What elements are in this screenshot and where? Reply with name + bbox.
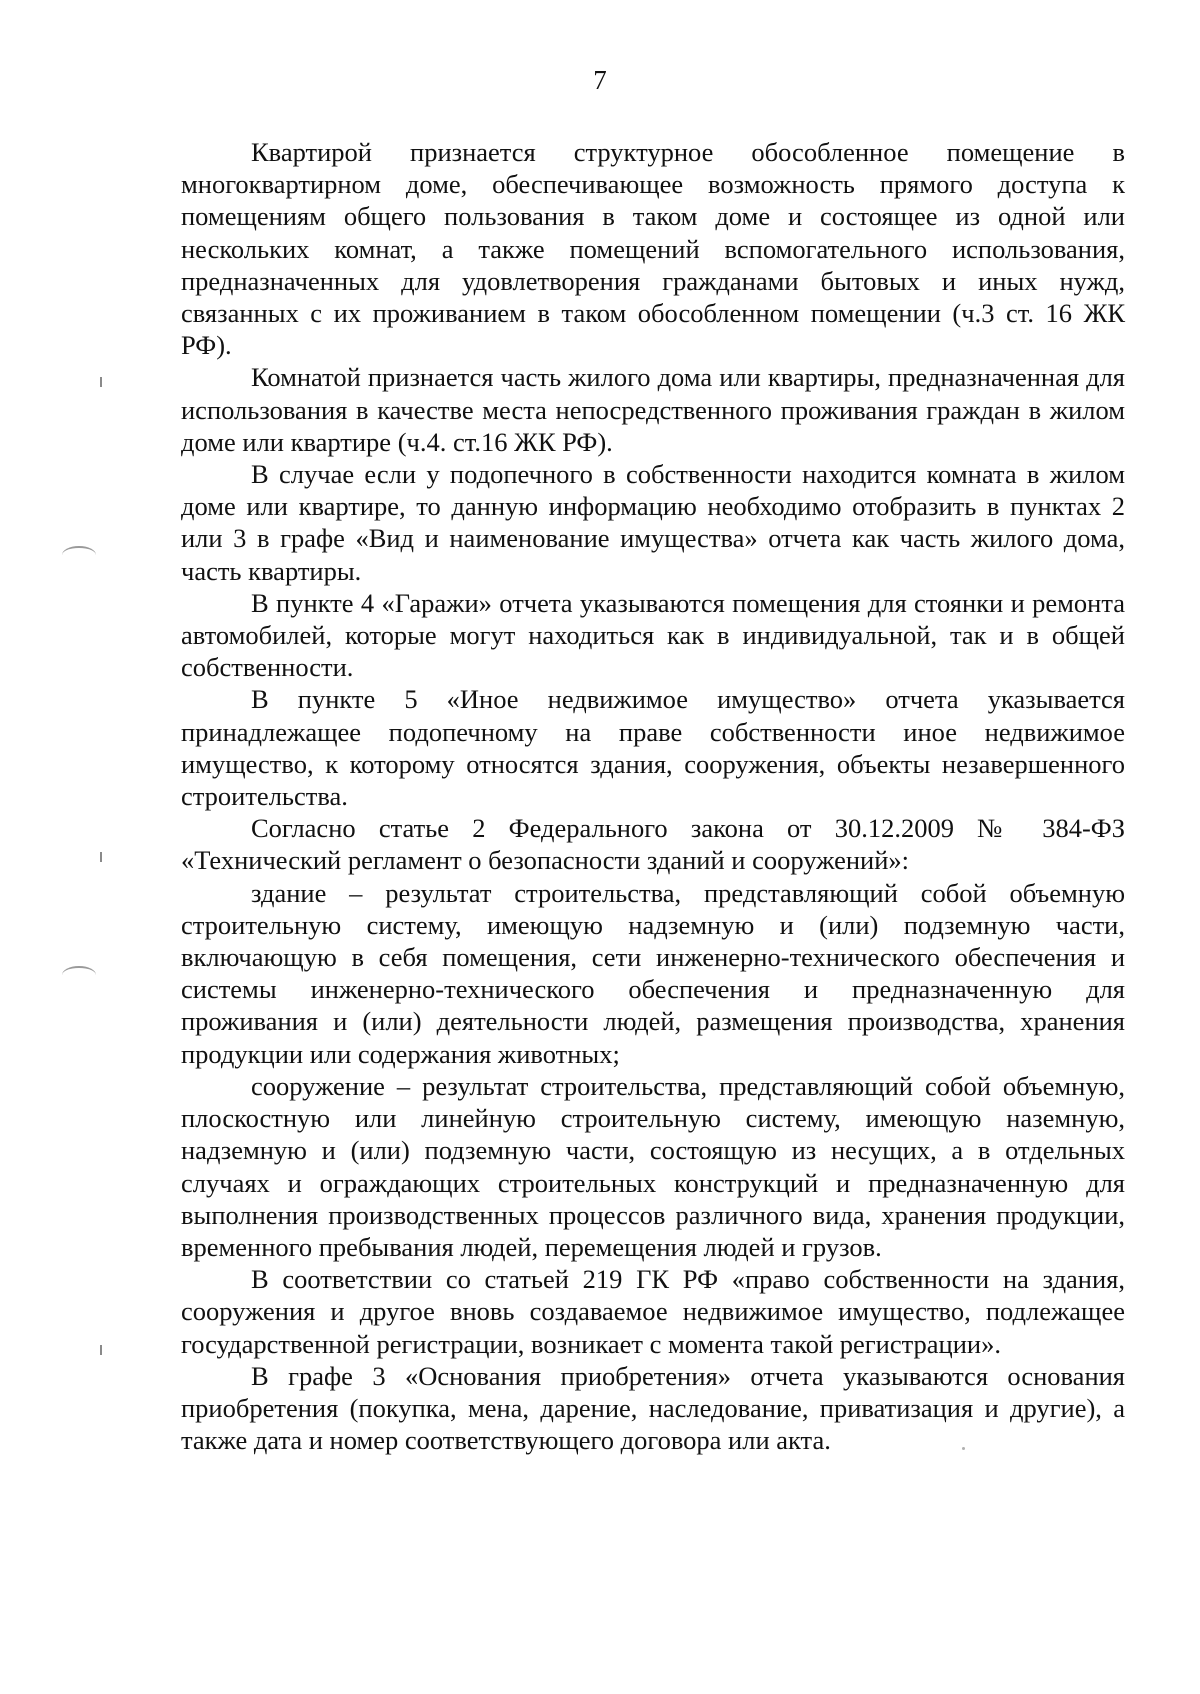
scan-mark	[962, 1447, 965, 1450]
scan-mark	[100, 852, 102, 862]
paragraph-other-real-estate: В пункте 5 «Иное недвижимое имущество» отчета указывается принадлежащее подопечному на праве собственности иное недвижимое имущество, к которому относятся здания, сооружения, объекты незавершенного строительства.	[181, 684, 1125, 812]
paragraph-civil-code-219: В соответствии со статьей 219 ГК РФ «право собственности на здания, сооружения и другое вновь создаваемое недвижимое имущество, подлежащее государственной регистрации, возникает с момента такой регистрации».	[181, 1264, 1125, 1359]
paragraph-room-reporting: В случае если у подопечного в собственности находится комната в жилом доме или квартире, то данную информацию необходимо отобразить в пунктах 2 или 3 в графе «Вид и наименование имущества» отчета как часть жилого дома, часть квартиры.	[181, 459, 1125, 586]
document-body	[181, 136, 1125, 1456]
page-number: 7	[593, 65, 607, 95]
paragraph-apartment-definition: Квартирой признается структурное обособленное помещение в многоквартирном доме, обеспечивающее возможность прямого доступа к помещениям общего пользования в таком доме и состоящее из одной или нескольких комнат, а также помещений вспомогательного использования, предназначенных для удовлетворения гражданами бытовых и иных нужд, связанных с их проживанием в таком обособленном помещении (ч.3 ст. 16 ЖК РФ).	[181, 137, 1125, 361]
paragraph-garages: В пункте 4 «Гаражи» отчета указываются помещения для стоянки и ремонта автомобилей, которые могут находиться как в индивидуальной, так и в общей собственности.	[181, 587, 1125, 683]
paragraph-structure-definition: сооружение – результат строительства, представляющий собой объемную, плоскостную или линейную строительную систему, имеющую наземную, надземную и (или) подземную части, состоящую из несущих, а в отдельных случаях и ограждающих строительных конструкций и предназначенную для выполнения производственных процессов различного вида, хранения продукции, временного пребывания людей, перемещения людей и грузов.	[181, 1070, 1125, 1262]
paragraph-federal-law-reference: Согласно статье 2 Федерального закона от 30.12.2009 № 384-ФЗ «Технический регламент о безопасности зданий и сооружений»:	[181, 813, 1125, 876]
scan-mark	[62, 966, 96, 984]
scan-mark	[100, 377, 102, 387]
paragraph-building-definition: здание – результат строительства, представляющий собой объемную строительную систему, имеющую надземную и (или) подземную части, включающую в себя помещения, сети инженерно-технического обеспечения и системы инженерно-технического обеспечения и предназначенную для проживания и (или) деятельности людей, размещения производства, хранения продукции или содержания животных;	[181, 877, 1125, 1069]
paragraph-acquisition-basis: В графе 3 «Основания приобретения» отчета указываются основания приобретения (покупка, мена, дарение, наследование, приватизация и другие), а также дата и номер соответствующего договора или акта.	[181, 1360, 1125, 1456]
paragraph-room-definition: Комнатой признается часть жилого дома или квартиры, предназначенная для использования в качестве места непосредственного проживания граждан в жилом доме или квартире (ч.4. ст.16 ЖК РФ).	[181, 362, 1125, 457]
scan-mark	[62, 546, 96, 564]
scan-mark	[100, 1345, 102, 1355]
